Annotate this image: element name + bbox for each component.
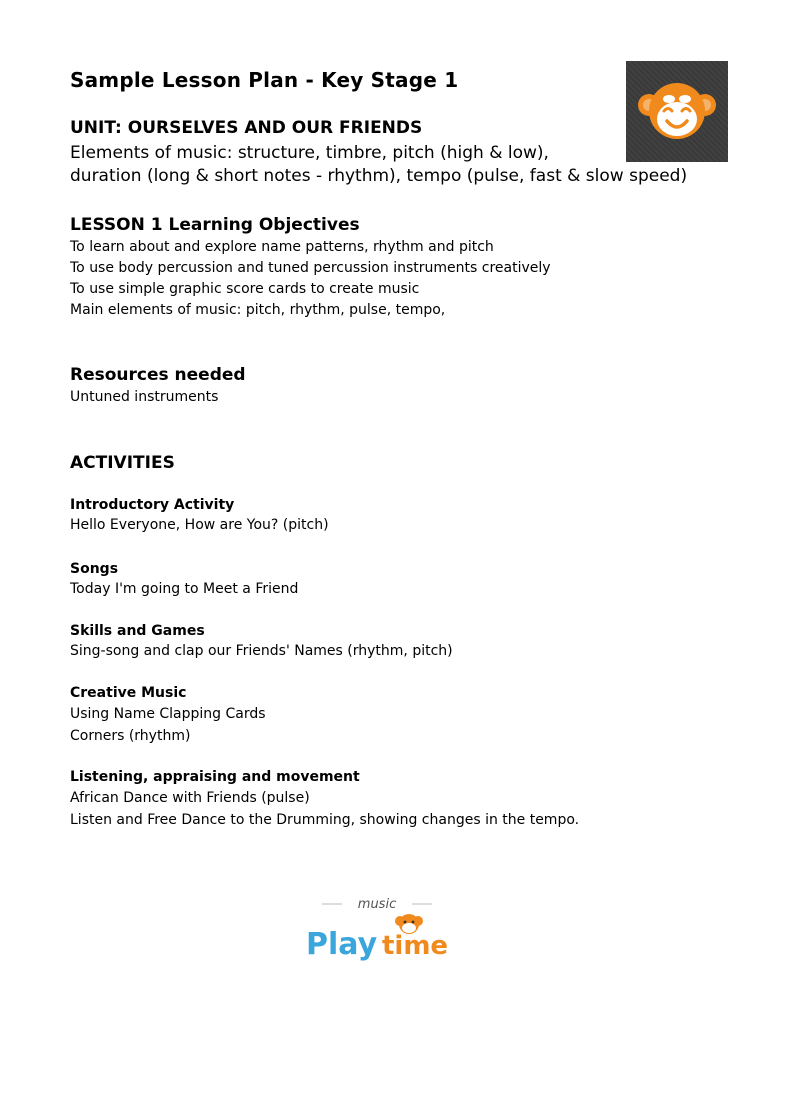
activity-item: African Dance with Friends (pulse) — [70, 790, 310, 806]
activity-item: Listen and Free Dance to the Drumming, showing changes in the tempo. — [70, 812, 580, 828]
monkey-face-icon — [626, 61, 728, 162]
activity-item: Hello Everyone, How are You? (pitch) — [70, 517, 329, 533]
unit-line: duration (long & short notes - rhythm), tempo (pulse, fast & slow speed) — [70, 166, 688, 186]
objective-item: To use body percussion and tuned percussion instruments creatively — [70, 260, 551, 276]
unit-line: Elements of music: structure, timbre, pitch (high & low), — [70, 143, 549, 163]
brand-word-play: Play — [306, 927, 378, 962]
activity-title: Introductory Activity — [70, 497, 235, 513]
activity-title: Songs — [70, 561, 119, 577]
brand-word-time: time — [382, 931, 449, 961]
activity-item: Today I'm going to Meet a Friend — [70, 581, 299, 597]
page-title: Sample Lesson Plan - Key Stage 1 — [70, 68, 459, 92]
activity-item: Sing-song and clap our Friends' Names (rhythm, pitch) — [70, 643, 453, 659]
objective-item: To use simple graphic score cards to create music — [70, 281, 420, 297]
lesson-heading: LESSON 1 Learning Objectives — [70, 215, 360, 235]
unit-heading: UNIT: OURSELVES AND OUR FRIENDS — [70, 118, 423, 138]
activity-item: Corners (rhythm) — [70, 728, 191, 744]
activity-title: Listening, appraising and movement — [70, 769, 360, 785]
monkey-logo — [626, 61, 728, 162]
music-playtime-logo — [300, 888, 460, 968]
brand-small-text: music — [357, 897, 397, 912]
resources-heading: Resources needed — [70, 365, 246, 385]
activity-title: Skills and Games — [70, 623, 205, 639]
activities-heading: ACTIVITIES — [70, 453, 175, 473]
objective-item: Main elements of music: pitch, rhythm, pulse, tempo, — [70, 302, 446, 318]
activity-item: Using Name Clapping Cards — [70, 706, 266, 722]
objective-item: To learn about and explore name patterns, rhythm and pitch — [70, 239, 494, 255]
activity-title: Creative Music — [70, 685, 187, 701]
resource-item: Untuned instruments — [70, 389, 219, 405]
